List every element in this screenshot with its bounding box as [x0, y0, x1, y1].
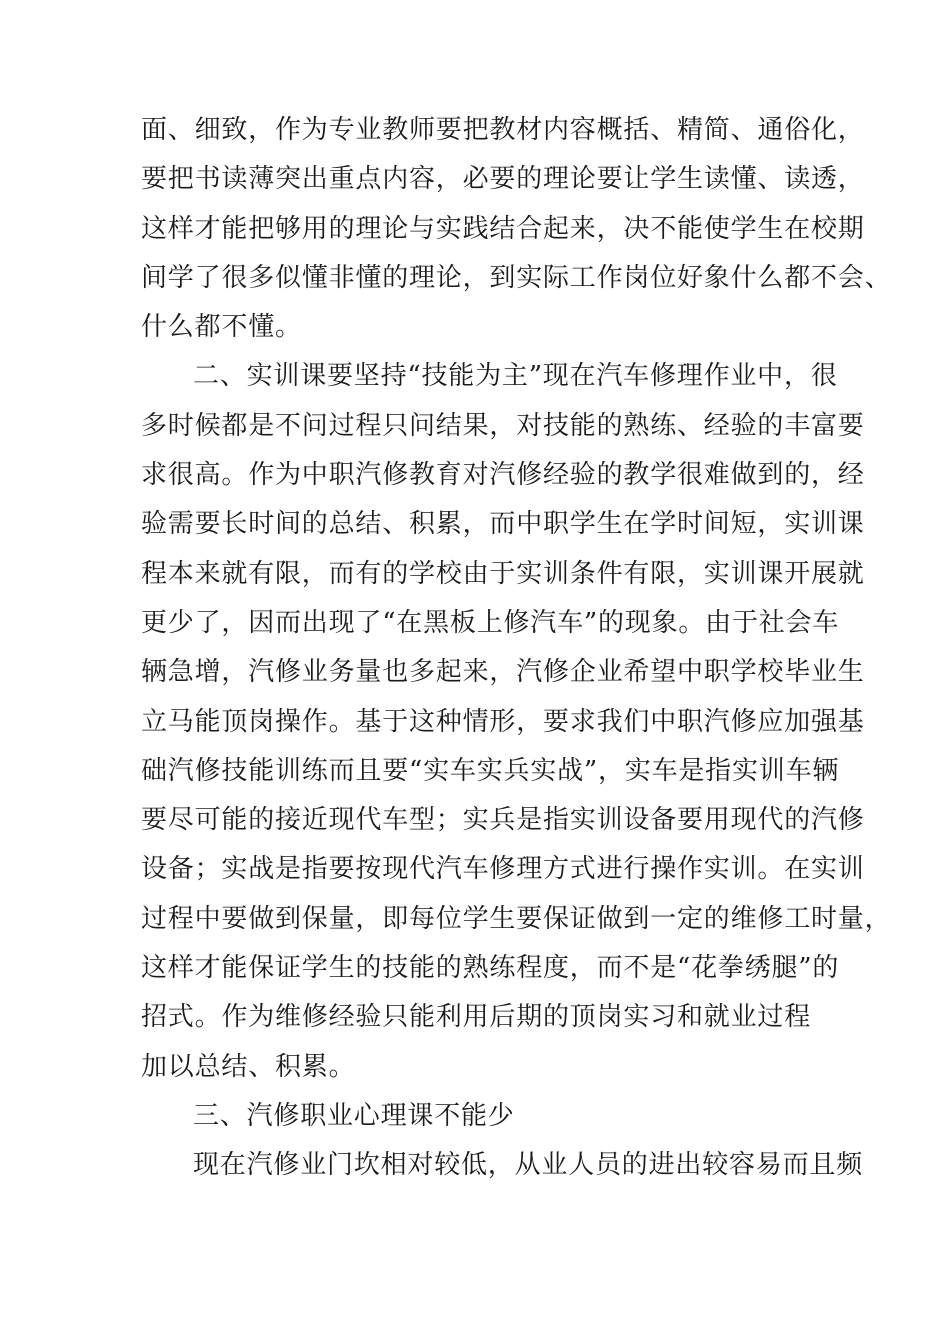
paragraph-line: 现在汽修业门坎相对较低，从业人员的进出较容易而且频 — [193, 1150, 864, 1181]
paragraph-line: 什么都不懂。 — [141, 312, 302, 343]
paragraph-line: 更少了，因而出现了“在黑板上修汽车”的现象。由于社会车 — [141, 607, 840, 638]
paragraph-line: 加以总结、积累。 — [141, 1051, 356, 1082]
paragraph-line: 招式。作为维修经验只能利用后期的顶岗实习和就业过程 — [141, 1002, 812, 1033]
paragraph-line: 间学了很多似懂非懂的理论，到实际工作岗位好象什么都不会、 — [141, 262, 892, 293]
section-heading-line: 二、实训课要坚持“技能为主”现在汽车修理作业中，很 — [193, 361, 838, 392]
paragraph-line: 辆急增，汽修业务量也多起来，汽修企业希望中职学校毕业生 — [141, 657, 865, 688]
paragraph-line: 程本来就有限，而有的学校由于实训条件有限，实训课开展就 — [141, 558, 865, 589]
document-body — [141, 106, 892, 1191]
paragraph-line: 面、细致，作为专业教师要把教材内容概括、精简、通俗化， — [141, 115, 865, 145]
paragraph-line: 要把书读薄突出重点内容，必要的理论要让学生读懂、读透， — [141, 164, 865, 195]
paragraph-line: 立马能顶岗操作。基于这种情形，要求我们中职汽修应加强基 — [141, 706, 865, 737]
paragraph-line: 设备；实战是指要按现代汽车修理方式进行操作实训。在实训 — [141, 854, 865, 885]
section-heading: 三、汽修职业心理课不能少 — [193, 1100, 515, 1131]
paragraph-line: 过程中要做到保量，即每位学生要保证做到一定的维修工时量， — [141, 903, 892, 934]
paragraph-line: 础汽修技能训练而且要“实车实兵实战”，实车是指实训车辆 — [141, 755, 840, 786]
paragraph-line: 这样才能把够用的理论与实践结合起来，决不能使学生在校期 — [141, 213, 865, 244]
paragraph-line: 验需要长时间的总结、积累，而中职学生在学时间短，实训课 — [141, 509, 865, 540]
paragraph-line: 要尽可能的接近现代车型；实兵是指实训设备要用现代的汽修 — [141, 805, 865, 836]
paragraph-line: 多时候都是不问过程只问结果，对技能的熟练、经验的丰富要 — [141, 410, 865, 441]
paragraph-line: 这样才能保证学生的技能的熟练程度，而不是“花拳绣腿”的 — [141, 953, 840, 984]
paragraph-line: 求很高。作为中职汽修教育对汽修经验的教学很难做到的，经 — [141, 460, 865, 491]
